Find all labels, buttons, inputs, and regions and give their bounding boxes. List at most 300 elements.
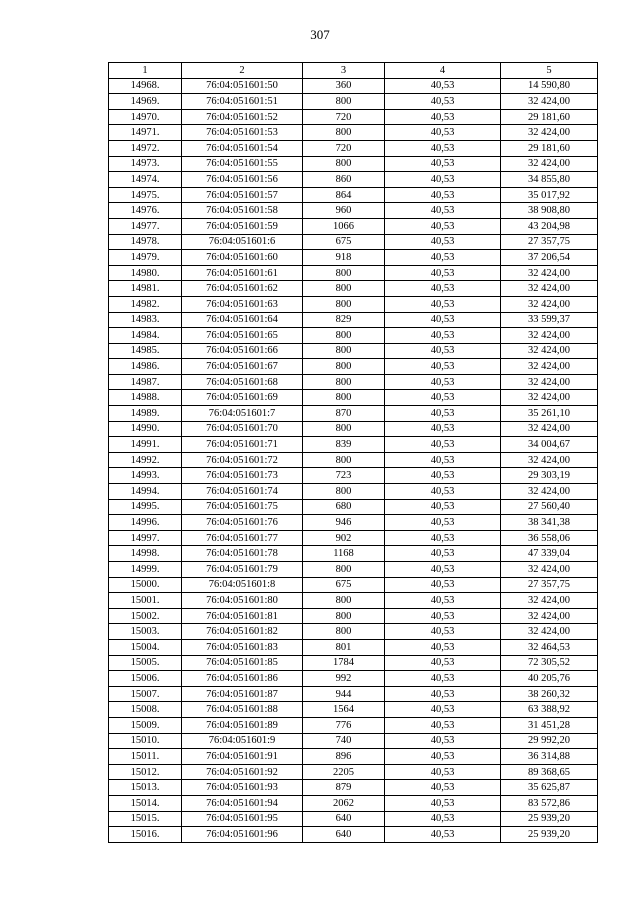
- rate-cell: 40,53: [385, 562, 501, 578]
- table-row: [109, 671, 598, 687]
- value-cell: 27 560,40: [501, 499, 598, 515]
- cadastral-number-cell: 76:04:051601:92: [182, 764, 303, 780]
- rate-cell: 40,53: [385, 406, 501, 422]
- cadastral-number-cell: 76:04:051601:54: [182, 140, 303, 156]
- row-number-cell: 14987.: [109, 374, 182, 390]
- row-number-cell: 15006.: [109, 671, 182, 687]
- rate-cell: 40,53: [385, 671, 501, 687]
- table-row: [109, 172, 598, 188]
- column-header: 1: [109, 63, 182, 79]
- row-number-cell: 15008.: [109, 702, 182, 718]
- row-number-cell: 14972.: [109, 140, 182, 156]
- area-cell: 800: [303, 125, 385, 141]
- area-cell: 944: [303, 686, 385, 702]
- table-row: [109, 374, 598, 390]
- rate-cell: 40,53: [385, 265, 501, 281]
- value-cell: 36 314,88: [501, 749, 598, 765]
- value-cell: 32 424,00: [501, 328, 598, 344]
- value-cell: 29 181,60: [501, 109, 598, 125]
- area-cell: 800: [303, 562, 385, 578]
- cadastral-number-cell: 76:04:051601:9: [182, 733, 303, 749]
- value-cell: 35 017,92: [501, 187, 598, 203]
- table-row: [109, 515, 598, 531]
- cadastral-number-cell: 76:04:051601:8: [182, 577, 303, 593]
- table-row: [109, 390, 598, 406]
- table-row: [109, 639, 598, 655]
- row-number-cell: 14978.: [109, 234, 182, 250]
- value-cell: 27 357,75: [501, 234, 598, 250]
- area-cell: 2062: [303, 795, 385, 811]
- area-cell: 360: [303, 78, 385, 94]
- area-cell: 902: [303, 530, 385, 546]
- table-row: [109, 546, 598, 562]
- table-row: [109, 218, 598, 234]
- value-cell: 34 855,80: [501, 172, 598, 188]
- value-cell: 29 181,60: [501, 140, 598, 156]
- area-cell: 800: [303, 593, 385, 609]
- area-cell: 1784: [303, 655, 385, 671]
- cadastral-number-cell: 76:04:051601:71: [182, 437, 303, 453]
- value-cell: 32 424,00: [501, 125, 598, 141]
- area-cell: 2205: [303, 764, 385, 780]
- cadastral-number-cell: 76:04:051601:50: [182, 78, 303, 94]
- row-number-cell: 14997.: [109, 530, 182, 546]
- area-cell: 800: [303, 359, 385, 375]
- value-cell: 32 424,00: [501, 296, 598, 312]
- row-number-cell: 14973.: [109, 156, 182, 172]
- table-row: [109, 250, 598, 266]
- row-number-cell: 14995.: [109, 499, 182, 515]
- area-cell: 992: [303, 671, 385, 687]
- value-cell: 43 204,98: [501, 218, 598, 234]
- value-cell: 37 206,54: [501, 250, 598, 266]
- area-cell: 640: [303, 827, 385, 843]
- cadastral-number-cell: 76:04:051601:68: [182, 374, 303, 390]
- area-cell: 800: [303, 296, 385, 312]
- value-cell: 32 424,00: [501, 452, 598, 468]
- row-number-cell: 14977.: [109, 218, 182, 234]
- row-number-cell: 15007.: [109, 686, 182, 702]
- row-number-cell: 14999.: [109, 562, 182, 578]
- row-number-cell: 14985.: [109, 343, 182, 359]
- rate-cell: 40,53: [385, 499, 501, 515]
- cadastral-number-cell: 76:04:051601:57: [182, 187, 303, 203]
- table-row: [109, 530, 598, 546]
- area-cell: 640: [303, 811, 385, 827]
- row-number-cell: 15002.: [109, 608, 182, 624]
- table-row: [109, 827, 598, 843]
- value-cell: 32 424,00: [501, 562, 598, 578]
- row-number-cell: 14968.: [109, 78, 182, 94]
- cadastral-number-cell: 76:04:051601:96: [182, 827, 303, 843]
- table-row: [109, 125, 598, 141]
- cadastral-number-cell: 76:04:051601:7: [182, 406, 303, 422]
- rate-cell: 40,53: [385, 593, 501, 609]
- table-row: [109, 187, 598, 203]
- row-number-cell: 15015.: [109, 811, 182, 827]
- column-header: 4: [385, 63, 501, 79]
- value-cell: 63 388,92: [501, 702, 598, 718]
- value-cell: 89 368,65: [501, 764, 598, 780]
- table-row: [109, 156, 598, 172]
- area-cell: 896: [303, 749, 385, 765]
- cadastral-number-cell: 76:04:051601:89: [182, 717, 303, 733]
- row-number-cell: 14986.: [109, 359, 182, 375]
- rate-cell: 40,53: [385, 374, 501, 390]
- rate-cell: 40,53: [385, 312, 501, 328]
- table-row: [109, 686, 598, 702]
- area-cell: 1564: [303, 702, 385, 718]
- table-row: [109, 437, 598, 453]
- table-row: [109, 406, 598, 422]
- table-row: [109, 109, 598, 125]
- cadastral-number-cell: 76:04:051601:94: [182, 795, 303, 811]
- row-number-cell: 15009.: [109, 717, 182, 733]
- value-cell: 32 424,00: [501, 390, 598, 406]
- table-row: [109, 780, 598, 796]
- row-number-cell: 14992.: [109, 452, 182, 468]
- cadastral-number-cell: 76:04:051601:93: [182, 780, 303, 796]
- value-cell: 38 341,38: [501, 515, 598, 531]
- value-cell: 25 939,20: [501, 811, 598, 827]
- cadastral-number-cell: 76:04:051601:66: [182, 343, 303, 359]
- value-cell: 36 558,06: [501, 530, 598, 546]
- table-row: [109, 608, 598, 624]
- rate-cell: 40,53: [385, 795, 501, 811]
- rate-cell: 40,53: [385, 78, 501, 94]
- rate-cell: 40,53: [385, 702, 501, 718]
- row-number-cell: 15003.: [109, 624, 182, 640]
- row-number-cell: 15012.: [109, 764, 182, 780]
- cadastral-number-cell: 76:04:051601:63: [182, 296, 303, 312]
- area-cell: 800: [303, 624, 385, 640]
- rate-cell: 40,53: [385, 234, 501, 250]
- cadastral-number-cell: 76:04:051601:6: [182, 234, 303, 250]
- row-number-cell: 14971.: [109, 125, 182, 141]
- rate-cell: 40,53: [385, 827, 501, 843]
- value-cell: 25 939,20: [501, 827, 598, 843]
- value-cell: 83 572,86: [501, 795, 598, 811]
- table-row: [109, 140, 598, 156]
- value-cell: 32 424,00: [501, 281, 598, 297]
- rate-cell: 40,53: [385, 484, 501, 500]
- value-cell: 32 424,00: [501, 374, 598, 390]
- value-cell: 14 590,80: [501, 78, 598, 94]
- table-row: [109, 421, 598, 437]
- row-number-cell: 14974.: [109, 172, 182, 188]
- cadastral-number-cell: 76:04:051601:81: [182, 608, 303, 624]
- rate-cell: 40,53: [385, 125, 501, 141]
- row-number-cell: 14984.: [109, 328, 182, 344]
- area-cell: 720: [303, 109, 385, 125]
- rate-cell: 40,53: [385, 530, 501, 546]
- area-cell: 800: [303, 265, 385, 281]
- cadastral-number-cell: 76:04:051601:86: [182, 671, 303, 687]
- value-cell: 32 424,00: [501, 421, 598, 437]
- row-number-cell: 14979.: [109, 250, 182, 266]
- row-number-cell: 14969.: [109, 94, 182, 110]
- area-cell: 864: [303, 187, 385, 203]
- table-row: [109, 593, 598, 609]
- area-cell: 776: [303, 717, 385, 733]
- row-number-cell: 15004.: [109, 639, 182, 655]
- row-number-cell: 14980.: [109, 265, 182, 281]
- cadastral-number-cell: 76:04:051601:77: [182, 530, 303, 546]
- table-row: [109, 359, 598, 375]
- area-cell: 800: [303, 328, 385, 344]
- row-number-cell: 14981.: [109, 281, 182, 297]
- rate-cell: 40,53: [385, 546, 501, 562]
- area-cell: 1168: [303, 546, 385, 562]
- rate-cell: 40,53: [385, 390, 501, 406]
- table-row: [109, 296, 598, 312]
- area-cell: 800: [303, 374, 385, 390]
- rate-cell: 40,53: [385, 421, 501, 437]
- cadastral-number-cell: 76:04:051601:65: [182, 328, 303, 344]
- cadastral-number-cell: 76:04:051601:95: [182, 811, 303, 827]
- value-cell: 32 424,00: [501, 484, 598, 500]
- rate-cell: 40,53: [385, 203, 501, 219]
- row-number-cell: 14983.: [109, 312, 182, 328]
- row-number-cell: 14975.: [109, 187, 182, 203]
- table-row: [109, 764, 598, 780]
- page-number: 307: [310, 27, 330, 42]
- cadastral-number-cell: 76:04:051601:60: [182, 250, 303, 266]
- table-row: [109, 795, 598, 811]
- cadastral-number-cell: 76:04:051601:69: [182, 390, 303, 406]
- rate-cell: 40,53: [385, 359, 501, 375]
- rate-cell: 40,53: [385, 515, 501, 531]
- area-cell: 946: [303, 515, 385, 531]
- area-cell: 800: [303, 452, 385, 468]
- value-cell: 29 992,20: [501, 733, 598, 749]
- table-row: [109, 733, 598, 749]
- rate-cell: 40,53: [385, 577, 501, 593]
- cadastral-number-cell: 76:04:051601:64: [182, 312, 303, 328]
- value-cell: 29 303,19: [501, 468, 598, 484]
- cadastral-number-cell: 76:04:051601:85: [182, 655, 303, 671]
- cadastral-number-cell: 76:04:051601:79: [182, 562, 303, 578]
- cadastral-number-cell: 76:04:051601:74: [182, 484, 303, 500]
- area-cell: 675: [303, 577, 385, 593]
- table-row: [109, 702, 598, 718]
- row-number-cell: 14994.: [109, 484, 182, 500]
- value-cell: 31 451,28: [501, 717, 598, 733]
- row-number-cell: 15014.: [109, 795, 182, 811]
- area-cell: 800: [303, 608, 385, 624]
- cadastral-number-cell: 76:04:051601:76: [182, 515, 303, 531]
- table-row: [109, 577, 598, 593]
- value-cell: 38 260,32: [501, 686, 598, 702]
- cadastral-number-cell: 76:04:051601:62: [182, 281, 303, 297]
- area-cell: 918: [303, 250, 385, 266]
- area-cell: 800: [303, 421, 385, 437]
- rate-cell: 40,53: [385, 218, 501, 234]
- column-header: 3: [303, 63, 385, 79]
- cadastral-number-cell: 76:04:051601:59: [182, 218, 303, 234]
- value-cell: 32 424,00: [501, 359, 598, 375]
- value-cell: 32 424,00: [501, 593, 598, 609]
- cadastral-number-cell: 76:04:051601:55: [182, 156, 303, 172]
- table-row: [109, 78, 598, 94]
- rate-cell: 40,53: [385, 655, 501, 671]
- row-number-cell: 14988.: [109, 390, 182, 406]
- cadastral-number-cell: 76:04:051601:73: [182, 468, 303, 484]
- area-cell: 860: [303, 172, 385, 188]
- row-number-cell: 15000.: [109, 577, 182, 593]
- cadastral-number-cell: 76:04:051601:67: [182, 359, 303, 375]
- rate-cell: 40,53: [385, 250, 501, 266]
- value-cell: 32 424,00: [501, 156, 598, 172]
- value-cell: 33 599,37: [501, 312, 598, 328]
- cadastral-number-cell: 76:04:051601:61: [182, 265, 303, 281]
- rate-cell: 40,53: [385, 172, 501, 188]
- table-row: [109, 624, 598, 640]
- area-cell: 723: [303, 468, 385, 484]
- rate-cell: 40,53: [385, 94, 501, 110]
- row-number-cell: 14982.: [109, 296, 182, 312]
- table-row: [109, 281, 598, 297]
- rate-cell: 40,53: [385, 109, 501, 125]
- value-cell: 32 424,00: [501, 624, 598, 640]
- cadastral-number-cell: 76:04:051601:51: [182, 94, 303, 110]
- area-cell: 680: [303, 499, 385, 515]
- area-cell: 800: [303, 343, 385, 359]
- area-cell: 839: [303, 437, 385, 453]
- rate-cell: 40,53: [385, 437, 501, 453]
- cadastral-number-cell: 76:04:051601:53: [182, 125, 303, 141]
- value-cell: 32 424,00: [501, 265, 598, 281]
- value-cell: 32 464,53: [501, 639, 598, 655]
- rate-cell: 40,53: [385, 624, 501, 640]
- area-cell: 800: [303, 484, 385, 500]
- value-cell: 34 004,67: [501, 437, 598, 453]
- rate-cell: 40,53: [385, 296, 501, 312]
- value-cell: 32 424,00: [501, 94, 598, 110]
- area-cell: 800: [303, 156, 385, 172]
- cadastral-number-cell: 76:04:051601:56: [182, 172, 303, 188]
- table-row: [109, 655, 598, 671]
- area-cell: 740: [303, 733, 385, 749]
- value-cell: 38 908,80: [501, 203, 598, 219]
- table-header-row: [109, 63, 598, 79]
- table-row: [109, 328, 598, 344]
- table-row: [109, 94, 598, 110]
- cadastral-number-cell: 76:04:051601:58: [182, 203, 303, 219]
- value-cell: 40 205,76: [501, 671, 598, 687]
- rate-cell: 40,53: [385, 140, 501, 156]
- row-number-cell: 15013.: [109, 780, 182, 796]
- value-cell: 32 424,00: [501, 608, 598, 624]
- cadastral-number-cell: 76:04:051601:83: [182, 639, 303, 655]
- cadastral-number-cell: 76:04:051601:82: [182, 624, 303, 640]
- row-number-cell: 15005.: [109, 655, 182, 671]
- cadastral-number-cell: 76:04:051601:91: [182, 749, 303, 765]
- rate-cell: 40,53: [385, 328, 501, 344]
- row-number-cell: 14998.: [109, 546, 182, 562]
- area-cell: 800: [303, 94, 385, 110]
- cadastral-number-cell: 76:04:051601:80: [182, 593, 303, 609]
- cadastral-number-cell: 76:04:051601:87: [182, 686, 303, 702]
- row-number-cell: 14996.: [109, 515, 182, 531]
- rate-cell: 40,53: [385, 686, 501, 702]
- column-header: 2: [182, 63, 303, 79]
- value-cell: 35 625,87: [501, 780, 598, 796]
- table-body: [109, 78, 598, 842]
- table-row: [109, 234, 598, 250]
- table-row: [109, 484, 598, 500]
- rate-cell: 40,53: [385, 468, 501, 484]
- value-cell: 35 261,10: [501, 406, 598, 422]
- cadastral-table: [108, 62, 598, 843]
- table-row: [109, 343, 598, 359]
- rate-cell: 40,53: [385, 156, 501, 172]
- rate-cell: 40,53: [385, 764, 501, 780]
- value-cell: 47 339,04: [501, 546, 598, 562]
- rate-cell: 40,53: [385, 749, 501, 765]
- row-number-cell: 14976.: [109, 203, 182, 219]
- area-cell: 720: [303, 140, 385, 156]
- row-number-cell: 14993.: [109, 468, 182, 484]
- rate-cell: 40,53: [385, 811, 501, 827]
- area-cell: 879: [303, 780, 385, 796]
- value-cell: 27 357,75: [501, 577, 598, 593]
- value-cell: 32 424,00: [501, 343, 598, 359]
- row-number-cell: 14970.: [109, 109, 182, 125]
- rate-cell: 40,53: [385, 733, 501, 749]
- rate-cell: 40,53: [385, 717, 501, 733]
- rate-cell: 40,53: [385, 343, 501, 359]
- cadastral-number-cell: 76:04:051601:78: [182, 546, 303, 562]
- row-number-cell: 15016.: [109, 827, 182, 843]
- rate-cell: 40,53: [385, 639, 501, 655]
- row-number-cell: 14991.: [109, 437, 182, 453]
- table-row: [109, 811, 598, 827]
- area-cell: 800: [303, 281, 385, 297]
- rate-cell: 40,53: [385, 281, 501, 297]
- table-row: [109, 203, 598, 219]
- table-row: [109, 265, 598, 281]
- area-cell: 870: [303, 406, 385, 422]
- table-row: [109, 749, 598, 765]
- cadastral-number-cell: 76:04:051601:52: [182, 109, 303, 125]
- column-header: 5: [501, 63, 598, 79]
- table-row: [109, 452, 598, 468]
- rate-cell: 40,53: [385, 608, 501, 624]
- row-number-cell: 15011.: [109, 749, 182, 765]
- rate-cell: 40,53: [385, 452, 501, 468]
- area-cell: 960: [303, 203, 385, 219]
- table-row: [109, 499, 598, 515]
- row-number-cell: 14989.: [109, 406, 182, 422]
- table-row: [109, 312, 598, 328]
- rate-cell: 40,53: [385, 780, 501, 796]
- area-cell: 829: [303, 312, 385, 328]
- table-row: [109, 468, 598, 484]
- table-row: [109, 717, 598, 733]
- area-cell: 800: [303, 390, 385, 406]
- area-cell: 801: [303, 639, 385, 655]
- row-number-cell: 14990.: [109, 421, 182, 437]
- cadastral-number-cell: 76:04:051601:72: [182, 452, 303, 468]
- value-cell: 72 305,52: [501, 655, 598, 671]
- row-number-cell: 15010.: [109, 733, 182, 749]
- area-cell: 1066: [303, 218, 385, 234]
- area-cell: 675: [303, 234, 385, 250]
- rate-cell: 40,53: [385, 187, 501, 203]
- table-row: [109, 562, 598, 578]
- cadastral-number-cell: 76:04:051601:70: [182, 421, 303, 437]
